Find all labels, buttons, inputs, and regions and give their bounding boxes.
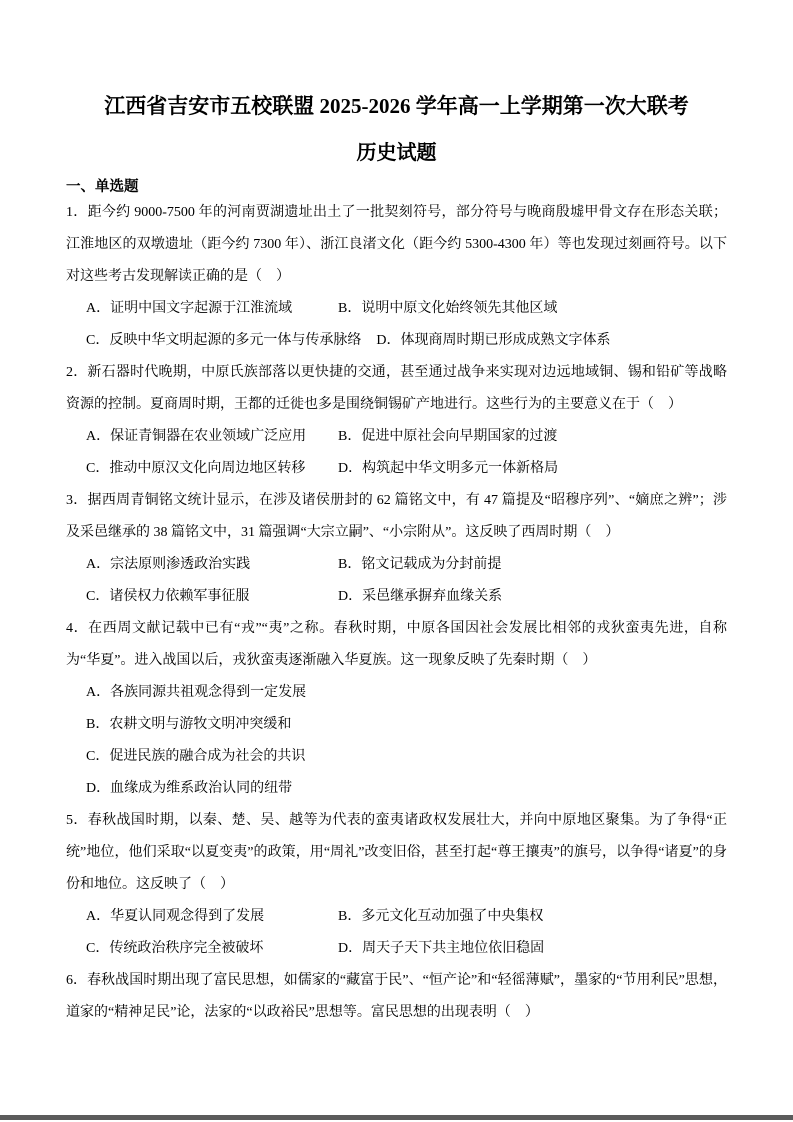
question-1-option-c: C．反映中华文明起源的多元一体与传承脉络 bbox=[86, 333, 362, 348]
question-3-options-row-ab bbox=[66, 549, 727, 581]
question-2 bbox=[66, 357, 727, 485]
question-1-options-row-ab bbox=[66, 293, 727, 325]
question-1-option-a: A．证明中国文字起源于江淮流域 bbox=[86, 301, 293, 316]
question-3-option-b: B．铭文记载成为分封前提 bbox=[338, 557, 502, 572]
question-3 bbox=[66, 485, 727, 613]
question-4-option-b-row bbox=[66, 709, 727, 741]
question-2-option-a: A．保证青铜器在农业领域广泛应用 bbox=[86, 429, 307, 444]
question-2-option-d: D．构筑起中华文明多元一体新格局 bbox=[338, 461, 559, 476]
question-4-option-b: B．农耕文明与游牧文明冲突缓和 bbox=[86, 717, 292, 732]
question-4-option-c: C．促进民族的融合成为社会的共识 bbox=[86, 749, 306, 764]
question-3-option-d: D．采邑继承摒弃血缘关系 bbox=[338, 589, 503, 604]
question-1-option-d: D．体现商周时期已形成成熟文字体系 bbox=[376, 333, 611, 348]
question-5-option-d: D．周天子天下共主地位依旧稳固 bbox=[338, 941, 545, 956]
question-3-options-row-cd bbox=[66, 581, 727, 613]
question-2-options-row-ab bbox=[66, 421, 727, 453]
question-2-option-b: B．促进中原社会向早期国家的过渡 bbox=[338, 429, 558, 444]
page-title: 江西省吉安市五校联盟 2025-2026 学年高一上学期第一次大联考 bbox=[104, 94, 689, 118]
question-5 bbox=[66, 805, 727, 965]
window-bottom-edge bbox=[0, 1115, 793, 1120]
page-subtitle: 历史试题 bbox=[356, 142, 437, 164]
section-heading: 一、单选题 bbox=[66, 179, 139, 195]
question-4-option-a: A．各族同源共祖观念得到一定发展 bbox=[86, 685, 307, 700]
question-2-stem: 2．新石器时代晚期，中原氏族部落以更快捷的交通，甚至通过战争来实现对边远地域铜、锡和铅矿等战略资源的控制。夏商周时期，王都的迁徙也多是围绕铜锡矿产地进行。这些行为的主要意义在于（ ） bbox=[66, 365, 727, 412]
question-1-stem: 1．距今约 9000-7500 年的河南贾湖遗址出土了一批契刻符号，部分符号与晚商殷墟甲骨文存在形态关联；江淮地区的双墩遗址（距今约 7300 年）、浙江良渚文化（距今约 5300-4300 年）等也发现过刻画符号。以下对这些考古发现解读正确的是（ ） bbox=[66, 205, 727, 284]
question-3-option-a: A．宗法原则渗透政治实践 bbox=[86, 557, 251, 572]
question-3-stem: 3．据西周青铜铭文统计显示，在涉及诸侯册封的 62 篇铭文中，有 47 篇提及“昭穆序列”、“嫡庶之辨”；涉及采邑继承的 38 篇铭文中，31 篇强调“大宗立嗣”、“小宗附从”。这反映了西周时期（ ） bbox=[66, 493, 727, 540]
question-6 bbox=[66, 965, 727, 1029]
question-1 bbox=[66, 197, 727, 357]
question-3-option-c: C．诸侯权力依赖军事征服 bbox=[86, 589, 250, 604]
question-2-option-c: C．推动中原汉文化向周边地区转移 bbox=[86, 461, 306, 476]
question-4-option-c-row bbox=[66, 741, 727, 773]
question-5-option-c: C．传统政治秩序完全被破坏 bbox=[86, 941, 264, 956]
question-5-options-row-ab bbox=[66, 901, 727, 933]
question-6-stem: 6．春秋战国时期出现了富民思想，如儒家的“藏富于民”、“恒产论”和“轻徭薄赋”，墨家的“节用利民”思想，道家的“精神足民”论，法家的“以政裕民”思想等。富民思想的出现表明（ ） bbox=[66, 973, 727, 1020]
question-1-options-row-cd bbox=[66, 325, 727, 357]
question-5-stem: 5．春秋战国时期，以秦、楚、吴、越等为代表的蛮夷诸政权发展壮大，并向中原地区聚集。为了争得“正统”地位，他们采取“以夏变夷”的政策，用“周礼”改变旧俗，甚至打起“尊王攘夷”的旗号，以争得“诸夏”的身份和地位。这反映了（ ） bbox=[66, 813, 727, 892]
question-4 bbox=[66, 613, 727, 805]
question-2-options-row-cd bbox=[66, 453, 727, 485]
question-4-stem: 4．在西周文献记载中已有“戎”“夷”之称。春秋时期，中原各国因社会发展比相邻的戎狄蛮夷先进，自称为“华夏”。进入战国以后，戎狄蛮夷逐渐融入华夏族。这一现象反映了先秦时期（ ） bbox=[66, 621, 727, 668]
question-4-option-d-row bbox=[66, 773, 727, 805]
question-1-option-b: B．说明中原文化始终领先其他区域 bbox=[338, 301, 558, 316]
question-4-option-d: D．血缘成为维系政治认同的纽带 bbox=[86, 781, 293, 796]
question-5-option-b: B．多元文化互动加强了中央集权 bbox=[338, 909, 544, 924]
question-5-options-row-cd bbox=[66, 933, 727, 965]
question-4-option-a-row bbox=[66, 677, 727, 709]
question-5-option-a: A．华夏认同观念得到了发展 bbox=[86, 909, 265, 924]
